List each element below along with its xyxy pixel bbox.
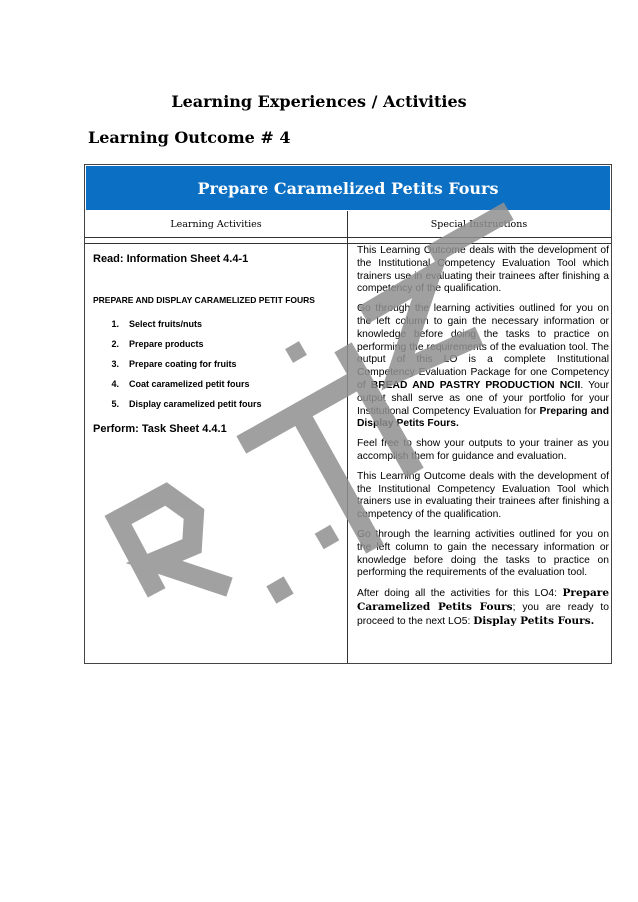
evaluation-title: Preparing and Display Petits Fours.	[357, 405, 609, 430]
list-item	[93, 399, 262, 419]
column-divider	[347, 237, 348, 663]
instruction-paragraph: Go through the learning activities outlined for you on the left column to gain the necessary information or knowledge before doing the tasks to practice on performing the requirements of the evaluation tool. The output of this LO is a complete Institutional Competency Evaluation Package for one Competency of BREAD AND PASTRY PRODUCTION NCII. Your output shall serve as one of your portfolio for your Institutional Competency Evaluation for Preparing and Display Petits Fours.	[357, 303, 609, 430]
instruction-paragraph: This Learning Outcome deals with the development of the Institutional Competency Evaluation Tool which trainers use in evaluating their trainees after finishing a competency of the qualification.	[357, 245, 609, 295]
special-instructions-cell	[357, 245, 609, 636]
task-label: Select fruits/nuts	[129, 319, 203, 329]
current-lo-title: Prepare Caramelized Petits Fours	[357, 587, 609, 613]
document-heading: Learning Experiences / Activities	[171, 92, 467, 111]
next-lo-title: Display Petits Fours.	[473, 614, 595, 627]
task-number: 5.	[111, 399, 119, 409]
task-label: Display caramelized petit fours	[129, 399, 262, 409]
header-divider	[85, 243, 611, 244]
task-number: 1.	[111, 319, 119, 329]
column-header-special-instructions: Special Instructions	[347, 211, 611, 238]
list-item	[93, 359, 262, 379]
task-list	[93, 319, 262, 419]
instruction-paragraph: Go through the learning activities outlined for you on the left column to gain the necessary information or knowledge before doing the tasks to practice on performing the requirements of the evaluation tool.	[357, 528, 609, 579]
read-information-sheet: Read: Information Sheet 4.4-1	[93, 253, 249, 265]
activities-table	[84, 164, 612, 664]
list-item	[93, 319, 262, 339]
task-number: 2.	[111, 339, 119, 349]
section-title: PREPARE AND DISPLAY CARAMELIZED PETIT FOURS	[93, 295, 315, 305]
qualification-name: BREAD AND PASTRY PRODUCTION NCII	[370, 379, 581, 391]
task-number: 4.	[111, 379, 119, 389]
instruction-paragraph: This Learning Outcome deals with the development of the Institutional Competency Evaluation Tool which trainers use in evaluating their trainees after finishing a competency of the qualification.	[357, 470, 609, 521]
table-title-banner: Prepare Caramelized Petits Fours	[86, 166, 610, 210]
task-label: Prepare products	[129, 339, 204, 349]
task-label: Coat caramelized petit fours	[129, 379, 250, 389]
instruction-paragraph: After doing all the activities for this LO4: Prepare Caramelized Petits Fours; you are ready to proceed to the next LO5: Display Petits Fours.	[357, 587, 609, 627]
perform-task-sheet: Perform: Task Sheet 4.4.1	[93, 423, 227, 435]
list-item	[93, 339, 262, 359]
task-label: Prepare coating for fruits	[129, 359, 237, 369]
column-header-learning-activities: Learning Activities	[85, 211, 348, 238]
learning-outcome-heading: Learning Outcome # 4	[88, 128, 291, 147]
instruction-paragraph: Feel free to show your outputs to your trainer as you accomplish them for guidance and evaluation.	[357, 438, 609, 462]
task-number: 3.	[111, 359, 119, 369]
list-item	[93, 379, 262, 399]
